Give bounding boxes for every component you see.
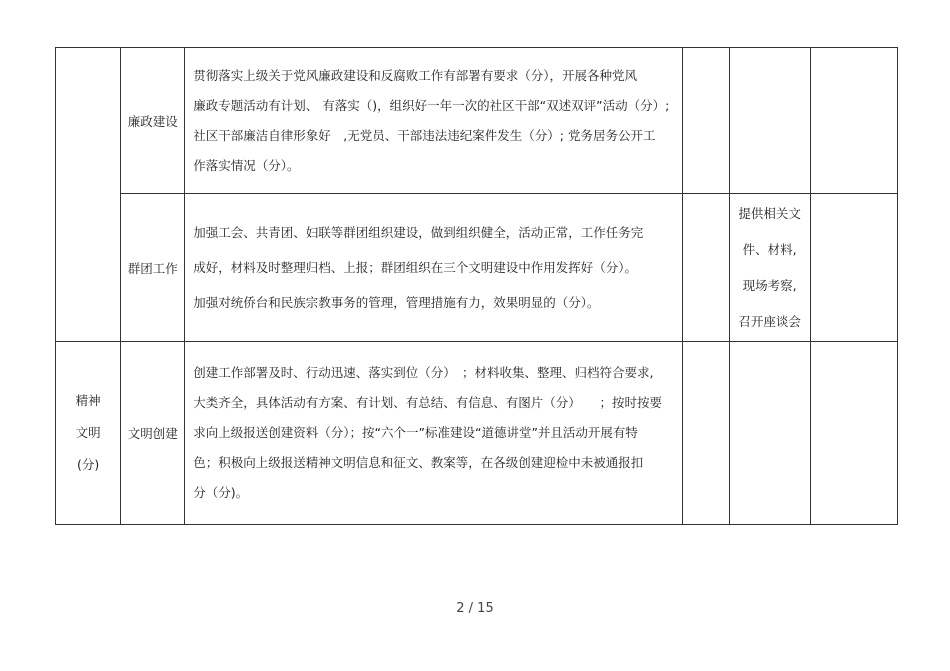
description-line: 大类齐全，具体活动有方案、有计划、有总结、有信息、有图片（分） ；按时按要 (193, 395, 663, 410)
description-line: 加强对统侨台和民族宗教事务的管理，管理措施有力，效果明显的（分）。 (193, 295, 600, 310)
description-line: 廉政专题活动有计划、 有落实（)，组织好一年一次的社区干部“双述双评”活动（分）; (193, 97, 670, 113)
description-line: 色；积极向上级报送精神文明信息和征文、教案等，在各级创建迎检中未被通报扣 (193, 455, 644, 470)
item-label: 群团工作 (127, 260, 178, 276)
description-line: 求向上级报送创建资料（分）；按“六个一”标准建设“道德讲堂”并且活动开展有特 (193, 425, 638, 440)
method-line: 提供相关文 (738, 205, 801, 221)
method-line: 召开座谈会 (738, 313, 801, 329)
table-row-wenming (56, 342, 898, 525)
item-cell-wenming (121, 342, 185, 525)
remark-cell (810, 48, 897, 194)
category-line: 文明 (75, 425, 101, 440)
method-cell (729, 48, 810, 194)
description-line: 成好，材料及时整理归档、上报；群团组织在三个文明建设中作用发挥好（分）。 (193, 260, 638, 275)
description-line: 作落实情况（分）。 (193, 157, 300, 173)
description-line: 加强工会、共青团、妇联等群团组织建设，做到组织健全，活动正常，工作任务完 (193, 225, 644, 240)
category-cell-jingshen (56, 342, 121, 525)
score-cell (683, 194, 729, 342)
remark-cell (810, 194, 897, 342)
description-cell-lianzheng (185, 48, 683, 194)
description-line: 创建工作部署及时、行动迅速、落实到位（分） ；材料收集、整理、归档符合要求, (193, 365, 654, 380)
item-cell-lianzheng (121, 48, 185, 194)
method-cell (729, 342, 810, 525)
item-label: 廉政建设 (127, 113, 178, 129)
description-line: 社区干部廉洁自律形象好 ,无党员、干部违法违纪案件发生（分）; 党务居务公开工 (193, 127, 656, 143)
score-cell (683, 48, 729, 194)
description-line: 分（分)。 (193, 485, 249, 500)
item-cell-quntuan (121, 194, 185, 342)
table-row-lianzheng (56, 48, 898, 194)
evaluation-table (55, 47, 898, 525)
description-cell-wenming (185, 342, 683, 525)
method-line: 现场考察, (742, 277, 797, 293)
category-line: (分) (76, 457, 100, 472)
remark-cell (810, 342, 897, 525)
description-cell-quntuan (185, 194, 683, 342)
score-cell (683, 342, 729, 525)
category-line: 精神 (75, 393, 101, 408)
table-row-quntuan (56, 194, 898, 342)
category-cell-empty (56, 48, 121, 342)
page-number: 2 / 15 (456, 601, 494, 616)
method-cell-quntuan (729, 194, 810, 342)
description-line: 贯彻落实上级关于党风廉政建设和反腐败工作有部署有要求（分），开展各种党风 (193, 67, 638, 83)
method-line: 件、材料, (742, 241, 797, 257)
item-label: 文明创建 (127, 426, 178, 441)
